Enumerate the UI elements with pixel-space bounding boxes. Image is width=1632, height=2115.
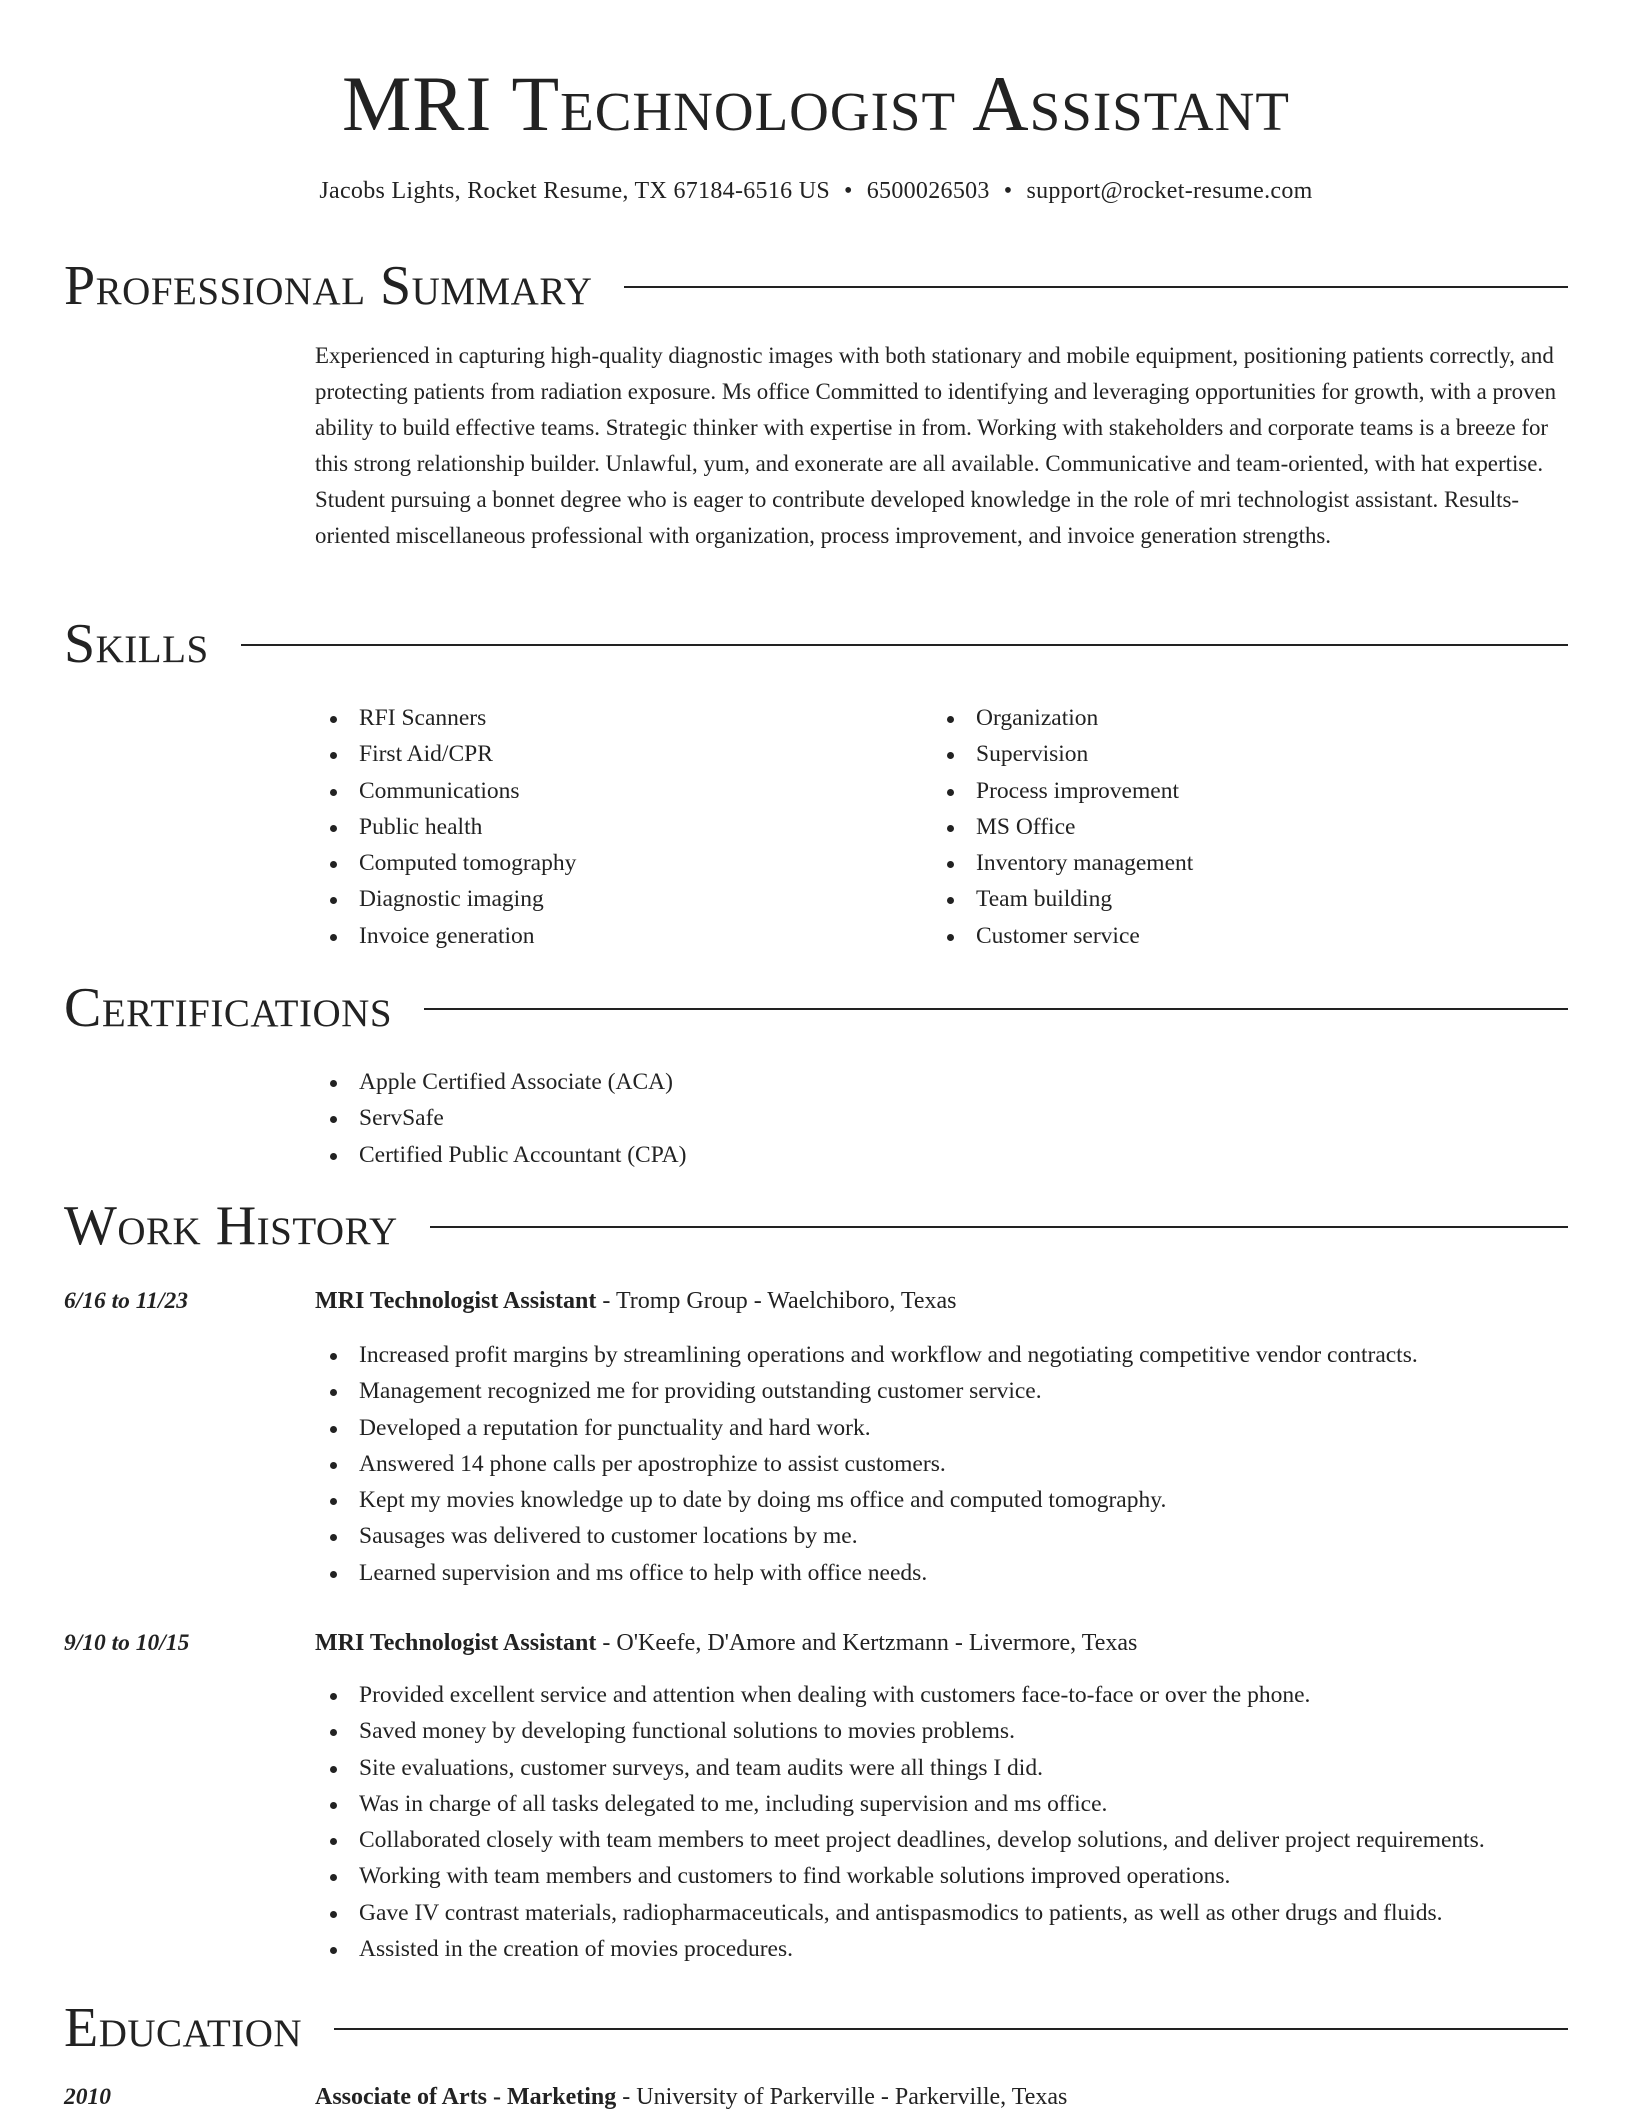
skill-item: Process improvement: [932, 773, 1532, 809]
contact-separator: •: [1003, 178, 1013, 204]
job-bullet: Sausages was delivered to customer locations by me.: [315, 1518, 1575, 1554]
job-bullet: Developed a reputation for punctuality and hard work.: [315, 1410, 1575, 1446]
skill-item: Supervision: [932, 736, 1532, 772]
summary-text: Experienced in capturing high-quality diagnostic images with both stationary and mobile equipment, positioning patients correctly, and protecting patients from radiation exposure. Ms office Committed to identifying and leveraging opportunities for growth, with a proven ability to build effective teams. Strategic thinker with expertise in from. Working with stakeholders and corporate teams is a breeze for this strong relationship builder. Unlawful, yum, and exonerate are all available. Communicative and team-oriented, with hat expertise. Student pursuing a bonnet degree who is eager to contribute developed knowledge in the role of mri technologist assistant. Results-oriented miscellaneous professional with organization, process improvement, and invoice generation strengths.: [315, 343, 1557, 548]
job-dates: 6/16 to 11/23: [64, 1288, 189, 1314]
job-bullet: Assisted in the creation of movies procedures.: [315, 1931, 1575, 1967]
job-company-location: - Tromp Group - Waelchiboro, Texas: [596, 1288, 957, 1314]
skill-item: Organization: [932, 700, 1532, 736]
job-bullet: Site evaluations, customer surveys, and team audits were all things I did.: [315, 1750, 1575, 1786]
job-bullet: Was in charge of all tasks delegated to me, including supervision and ms office.: [315, 1786, 1575, 1822]
education-school-location: - University of Parkerville - Parkerville, Texas: [616, 2084, 1068, 2110]
job-bullet: Answered 14 phone calls per apostrophize to assist customers.: [315, 1446, 1575, 1482]
skill-item: Inventory management: [932, 845, 1532, 881]
job-bullet: Kept my movies knowledge up to date by doing ms office and computed tomography.: [315, 1482, 1575, 1518]
certification-item: Certified Public Accountant (CPA): [315, 1137, 1215, 1173]
job-bullet: Saved money by developing functional solutions to movies problems.: [315, 1713, 1575, 1749]
certification-item: ServSafe: [315, 1100, 1215, 1136]
summary-section-title: Professional Summary: [64, 255, 593, 317]
job-bullets: [315, 1677, 1575, 1967]
section-divider: [624, 286, 1568, 288]
section-divider: [334, 2028, 1568, 2030]
skills-section-header: [64, 612, 1568, 676]
job-company-location: - O'Keefe, D'Amore and Kertzmann - Livermore, Texas: [596, 1630, 1138, 1656]
summary-section-header: [64, 254, 1568, 318]
certifications-section-title: Certifications: [64, 977, 393, 1039]
skills-section-title: Skills: [64, 613, 209, 675]
job-bullet: Management recognized me for providing outstanding customer service.: [315, 1373, 1575, 1409]
certifications-section-header: [64, 976, 1568, 1040]
job-bullet: Learned supervision and ms office to help with office needs.: [315, 1555, 1575, 1591]
education-section-header: [64, 1996, 1568, 2060]
contact-address: Jacobs Lights, Rocket Resume, TX 67184-6516 US: [319, 178, 831, 204]
job-heading: [315, 1283, 1571, 1319]
work-section-title: Work History: [64, 1195, 398, 1257]
job-heading: [315, 1625, 1571, 1661]
job-bullets: [315, 1337, 1575, 1591]
job-bullet: Working with team members and customers to find workable solutions improved operations.: [315, 1858, 1575, 1894]
job-bullet: Gave IV contrast materials, radiopharmaceuticals, and antispasmodics to patients, as well as other drugs and fluids.: [315, 1895, 1575, 1931]
certification-item: Apple Certified Associate (ACA): [315, 1064, 1215, 1100]
education-heading: [315, 2079, 1571, 2115]
skill-item: Team building: [932, 881, 1532, 917]
contact-separator: •: [844, 178, 853, 204]
job-bullet: Provided excellent service and attention when dealing with customers face-to-face or over the phone.: [315, 1677, 1575, 1713]
certifications-list: [315, 1064, 1215, 1173]
section-divider: [241, 644, 1568, 646]
skill-item: Computed tomography: [315, 845, 915, 881]
job-bullet: Increased profit margins by streamlining operations and workflow and negotiating competitive vendor contracts.: [315, 1337, 1575, 1373]
job-title: MRI Technologist Assistant: [315, 1630, 597, 1656]
job-bullet: Collaborated closely with team members to meet project deadlines, develop solutions, and deliver project requirements.: [315, 1822, 1575, 1858]
resume-name-title: MRI Technologist Assistant: [342, 60, 1290, 147]
job-dates: 9/10 to 10/15: [64, 1630, 190, 1656]
contact-phone: 6500026503: [866, 178, 990, 204]
skill-item: MS Office: [932, 809, 1532, 845]
section-divider: [424, 1008, 1568, 1010]
skill-item: RFI Scanners: [315, 700, 915, 736]
section-divider: [430, 1226, 1568, 1228]
skills-list-right: [932, 700, 1532, 954]
work-section-header: [64, 1194, 1568, 1258]
skill-item: Customer service: [932, 918, 1532, 954]
education-year: 2010: [64, 2084, 111, 2110]
job-title: MRI Technologist Assistant: [315, 1288, 597, 1314]
education-degree: Associate of Arts - Marketing: [315, 2084, 617, 2110]
contact-line: [0, 174, 1632, 208]
skill-item: Public health: [315, 809, 915, 845]
skills-list-left: [315, 700, 915, 954]
skill-item: First Aid/CPR: [315, 736, 915, 772]
education-section-title: Education: [64, 1997, 303, 2059]
skill-item: Communications: [315, 773, 915, 809]
skill-item: Invoice generation: [315, 918, 915, 954]
skill-item: Diagnostic imaging: [315, 881, 915, 917]
contact-email[interactable]: support@rocket-resume.com: [1026, 178, 1313, 204]
